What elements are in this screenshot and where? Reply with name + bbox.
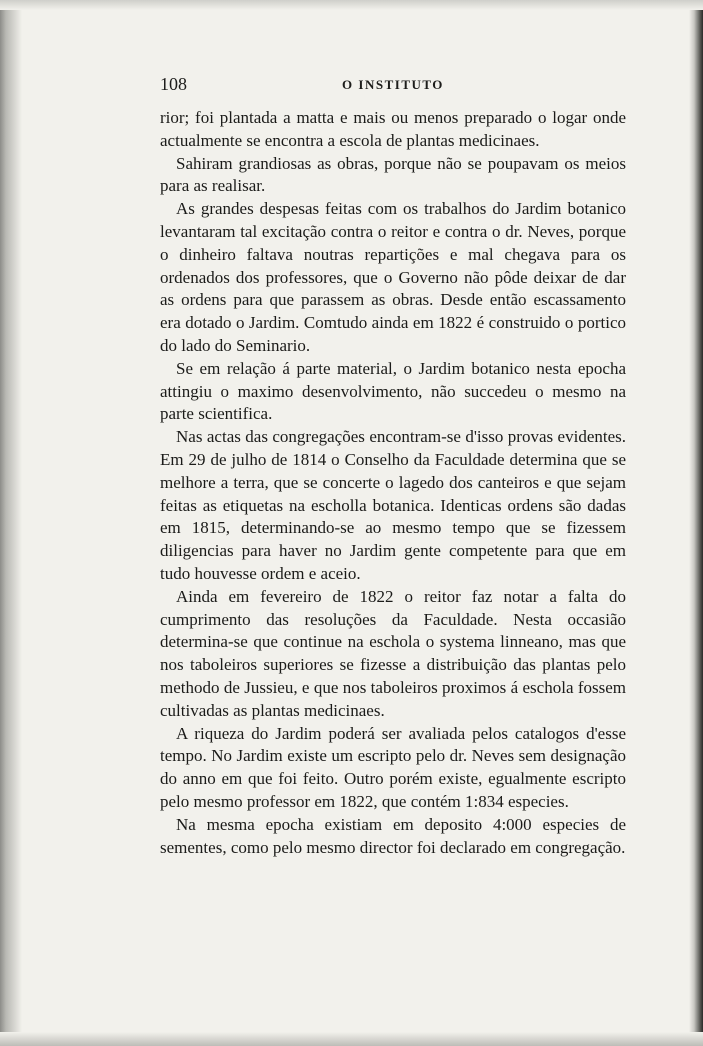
paragraph: Na mesma epocha existiam em deposito 4:000 especies de sementes, como pelo mesmo director foi declarado em congregação.: [160, 814, 626, 857]
page-top-shadow: [0, 0, 703, 10]
page-number: 108: [160, 74, 187, 94]
paragraph: As grandes despesas feitas com os trabalhos do Jardim botanico levantaram tal excitação contra o reitor e contra o dr. Neves, porque o dinheiro faltava noutras repartições e mal chegava para os ordenados dos professores, que o Governo não pôde deixar de dar as ordens para que parassem as obras. Desde então escassamento era dotado o Jardim. Comtudo ainda em 1822 é construido o portico do lado do Seminario.: [160, 199, 626, 355]
body-text: [160, 107, 626, 859]
page-header: [160, 74, 626, 98]
paragraph: Nas actas das congregações encontram-se d'isso provas evidentes. Em 29 de julho de 1814 o Conselho da Faculdade determina que se melhore a terra, que se concerte o lagedo dos canteiros e que sejam feitas as etiquetas na escholla botanica. Identicas ordens são dadas em 1815, determinando-se ao mesmo tempo que se fizessem diligencias para haver no Jardim gente competente para que em tudo houvesse ordem e aceio.: [160, 427, 626, 583]
paragraph: Ainda em fevereiro de 1822 o reitor faz notar a falta do cumprimento das resoluções da Faculdade. Nesta occasião determina-se que continue na eschola o systema linneano, mas que nos taboleiros superiores se fizesse a distribuição das plantas pelo methodo de Jussieu, e que nos taboleiros proximos á eschola fossem cultivadas as plantas medicinaes.: [160, 586, 626, 720]
paragraph: Sahiram grandiosas as obras, porque não se poupavam os meios para as realisar.: [160, 153, 626, 196]
paragraph: rior; foi plantada a matta e mais ou menos preparado o logar onde actualmente se encontra a escola de plantas medicinaes.: [160, 108, 626, 150]
paragraph: A riqueza do Jardim poderá ser avaliada pelos catalogos d'esse tempo. No Jardim existe um escripto pelo dr. Neves sem designação do anno em que foi feito. Outro porém existe, egualmente escripto pelo mesmo professor em 1822, que contém 1:834 especies.: [160, 723, 626, 811]
page-right-shadow: [689, 0, 703, 1046]
running-title: O INSTITUTO: [342, 77, 444, 92]
paragraph: Se em relação á parte material, o Jardim botanico nesta epocha attingiu o maximo desenvolvimento, não succedeu o mesmo na parte scientifica.: [160, 358, 626, 424]
page-left-shadow: [0, 0, 22, 1046]
page-bottom-shadow: [0, 1032, 703, 1046]
